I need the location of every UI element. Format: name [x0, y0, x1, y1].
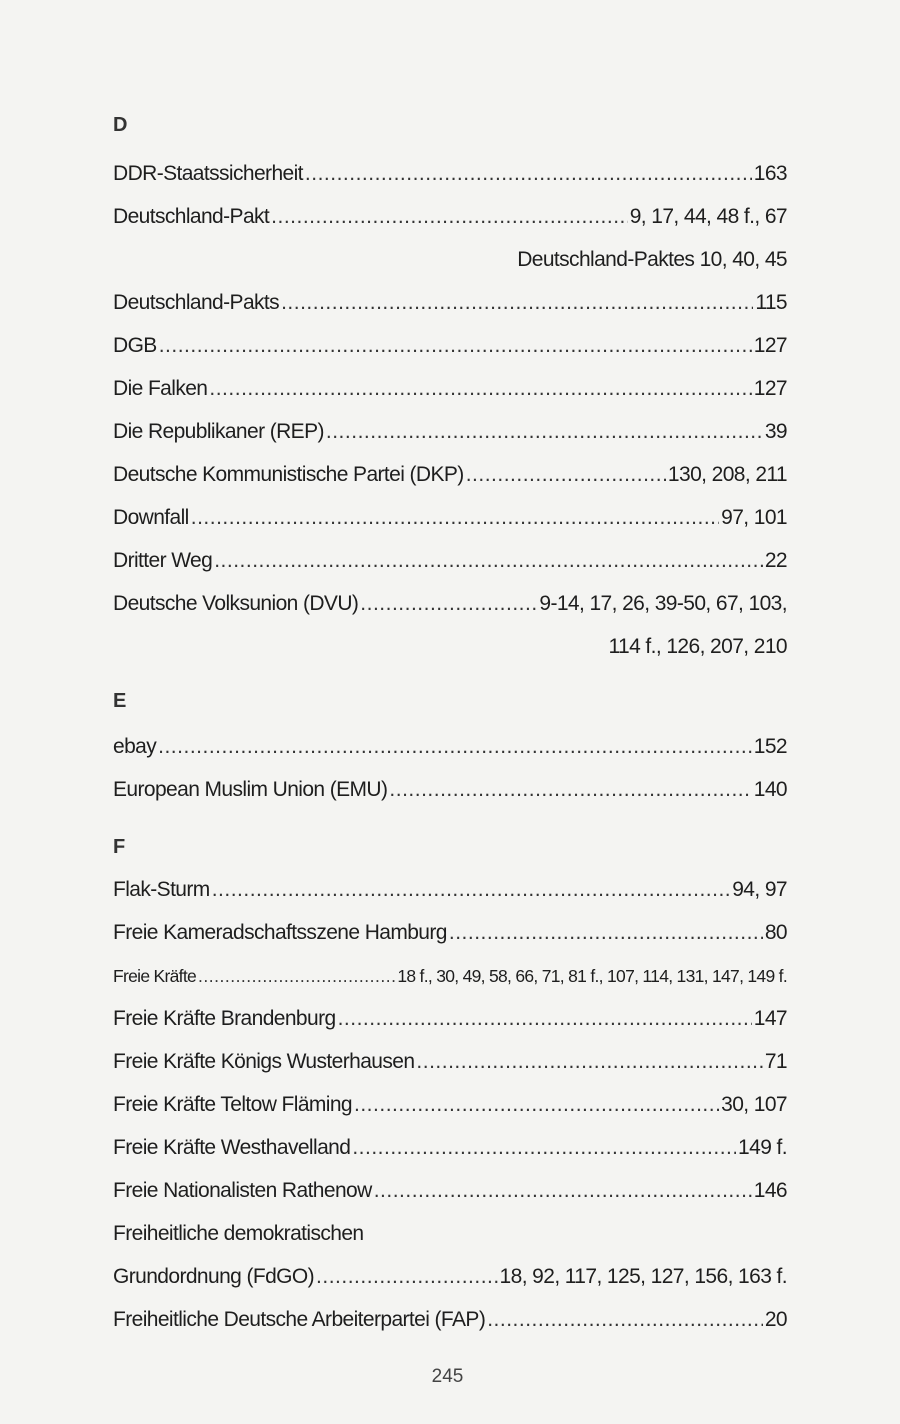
index-entry: [113, 544, 787, 574]
dot-leader: [212, 877, 731, 903]
dot-leader: [281, 290, 753, 316]
dot-leader: [338, 1006, 752, 1032]
entry-pages: 94, 97: [732, 878, 787, 901]
entry-pages: 20: [764, 1308, 787, 1331]
index-entry: [113, 916, 787, 946]
entry-term: Dritter Weg: [113, 549, 213, 572]
entry-pages: 9-14, 17, 26, 39-50, 67, 103,: [539, 592, 787, 615]
index-entry: [113, 157, 787, 187]
entry-pages: 80: [764, 921, 787, 944]
entry-pages: 146: [753, 1179, 787, 1202]
index-entry: [113, 630, 787, 660]
index-entry: [113, 243, 787, 273]
entry-pages: 152: [753, 735, 787, 758]
entry-term: Freie Kräfte Teltow Fläming: [113, 1093, 353, 1116]
index-entry: [113, 1174, 787, 1204]
entry-term: Freie Nationalisten Rathenow: [113, 1179, 372, 1202]
index-entry: [113, 959, 787, 989]
dot-leader: [209, 376, 751, 402]
index-entry: [113, 1303, 787, 1333]
index-entry: [113, 372, 787, 402]
entry-pages: 127: [753, 334, 787, 357]
entry-term: Freiheitliche demokratischen: [113, 1222, 364, 1245]
dot-leader: [389, 777, 751, 803]
entry-pages: 127: [753, 377, 787, 400]
page-number: 245: [431, 1366, 464, 1387]
index-entry: [113, 1260, 787, 1290]
entry-term: Downfall: [113, 506, 189, 529]
dot-leader: [354, 1092, 719, 1118]
dot-leader: [449, 920, 763, 946]
index-entry: [113, 329, 787, 359]
index-entry: [113, 873, 787, 903]
index-entry: [113, 1131, 787, 1161]
entry-term: Deutschland-Pakts: [113, 291, 280, 314]
entry-term: DDR-Staatssicherheit: [113, 162, 303, 185]
dot-leader: [326, 419, 763, 445]
entry-pages: 130, 208, 211: [667, 463, 787, 486]
entry-term: Die Republikaner (REP): [113, 420, 324, 443]
entry-pages: 115: [755, 291, 787, 314]
section-letter: E: [113, 690, 127, 712]
dot-leader: [466, 462, 666, 488]
entry-pages: 97, 101: [721, 506, 787, 529]
entry-pages: 149 f.: [738, 1136, 787, 1159]
entry-term: Freie Kräfte Königs Wusterhausen: [113, 1050, 415, 1073]
entry-term: Freie Kameradschaftsszene Hamburg: [113, 921, 447, 944]
dot-leader: [316, 1264, 498, 1290]
entry-term: DGB: [113, 334, 157, 357]
entry-pages: 71: [764, 1050, 787, 1073]
index-entry: [113, 1088, 787, 1118]
entry-term: Flak-Sturm: [113, 878, 210, 901]
entry-term: Grundordnung (FdGO): [113, 1265, 315, 1288]
entry-pages: 9, 17, 44, 48 f., 67: [629, 205, 787, 228]
dot-leader: [305, 161, 752, 187]
index-entry: [113, 1045, 787, 1075]
dot-leader: [191, 505, 719, 531]
dot-leader: [198, 963, 395, 989]
entry-term: Freie Kräfte: [113, 966, 197, 986]
index-entry: [113, 1002, 787, 1032]
entry-term: Freie Kräfte Westhavelland: [113, 1136, 351, 1159]
index-entry: [113, 286, 787, 316]
index-entry: [113, 587, 787, 617]
entry-pages: 140: [753, 778, 787, 801]
index-entry: [113, 458, 787, 488]
entry-pages: 147: [753, 1007, 787, 1030]
dot-leader: [352, 1135, 736, 1161]
section-letter: D: [113, 114, 128, 136]
entry-term: Deutsche Kommunistische Partei (DKP): [113, 463, 464, 486]
index-entry: [113, 773, 787, 803]
entry-term: Deutsche Volksunion (DVU): [113, 592, 359, 615]
dot-leader: [374, 1178, 752, 1204]
entry-term: ebay: [113, 735, 157, 758]
dot-leader: [158, 734, 752, 760]
entry-continuation: 114 f., 126, 207, 210: [608, 635, 787, 658]
entry-pages: 30, 107: [721, 1093, 787, 1116]
index-entry: [113, 415, 787, 445]
entry-pages: 39: [764, 420, 787, 443]
entry-pages: 18 f., 30, 49, 58, 66, 71, 81 f., 107, 114, 131, 147, 149 f.: [397, 966, 787, 986]
entry-pages: 22: [764, 549, 787, 572]
entry-term: European Muslim Union (EMU): [113, 778, 388, 801]
dot-leader: [159, 333, 752, 359]
index-entry: [113, 730, 787, 760]
index-entry: [113, 501, 787, 531]
index-entry: [113, 200, 787, 230]
dot-leader: [271, 204, 628, 230]
entry-term: Die Falken: [113, 377, 208, 400]
entry-term: Freie Kräfte Brandenburg: [113, 1007, 336, 1030]
dot-leader: [416, 1049, 762, 1075]
entry-term: Deutschland-Pakt: [113, 205, 270, 228]
entry-term: Freiheitliche Deutsche Arbeiterpartei (FAP): [113, 1308, 486, 1331]
index-entry: [113, 1217, 787, 1247]
dot-leader: [214, 548, 763, 574]
section-letter: F: [113, 836, 126, 858]
dot-leader: [360, 591, 537, 617]
dot-leader: [487, 1307, 763, 1333]
entry-pages: 163: [753, 162, 787, 185]
entry-continuation: Deutschland-Paktes 10, 40, 45: [517, 248, 787, 271]
entry-pages: 18, 92, 117, 125, 127, 156, 163 f.: [499, 1265, 787, 1288]
